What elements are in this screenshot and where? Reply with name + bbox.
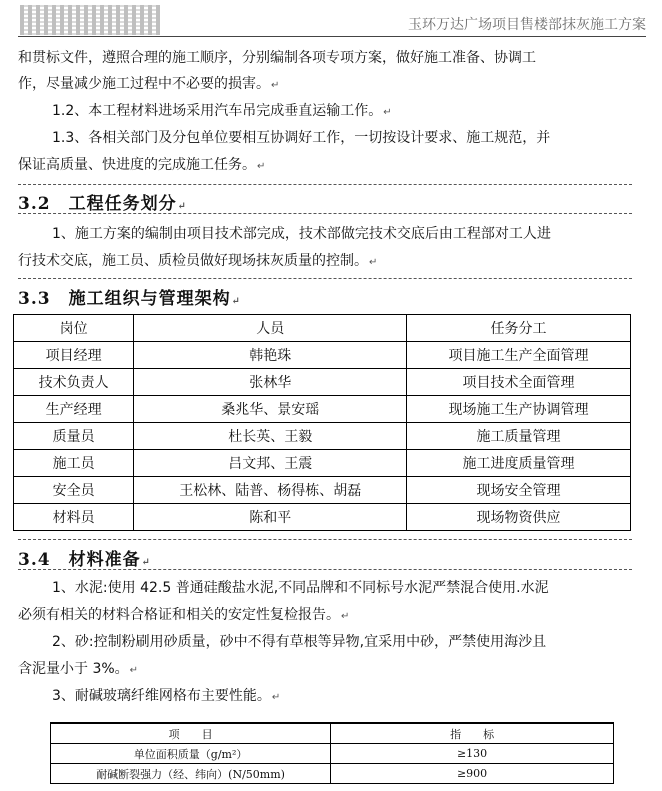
table-row: [14, 477, 631, 504]
section-divider: [18, 184, 632, 185]
section-3-2-heading: 3.2 工程任务划分↵: [18, 194, 187, 214]
cell-role: 材料员: [14, 504, 134, 531]
section-3-3-heading: 3.3 施工组织与管理架构↵: [18, 289, 241, 309]
cell-staff: 桑兆华、景安瑶: [134, 396, 407, 423]
table-row: [14, 504, 631, 531]
material-item-2-line-1: 2、砂:控制粉刷用砂质量，砂中不得有草根等异物,宜采用中砂，严禁使用海沙且: [52, 634, 547, 650]
section-divider: [18, 213, 632, 214]
cell-staff: 陈和平: [134, 504, 407, 531]
cell-duty: 施工进度质量管理: [407, 450, 631, 477]
header-rule: [18, 36, 646, 37]
header-cell-staff: 人员: [134, 315, 407, 342]
cell-duty: 现场施工生产协调管理: [407, 396, 631, 423]
header-cell-duty: 任务分工: [407, 315, 631, 342]
cell-role: 项目经理: [14, 342, 134, 369]
section-3-4-heading: 3.4 材料准备↵: [18, 550, 151, 570]
spec-value: ≥130: [331, 744, 614, 764]
spec-value: ≥900: [331, 764, 614, 784]
section-divider: [18, 569, 632, 570]
table-row: [14, 423, 631, 450]
spec-header-value: 指 标: [331, 723, 614, 744]
table-header-row: [14, 315, 631, 342]
material-item-1-line-2: 必须有相关的材料合格证和相关的安定性复检报告。↵: [18, 607, 350, 623]
cell-staff: 吕文邦、王震: [134, 450, 407, 477]
section-3-2-para-line-2: 行技术交底，施工员、质检员做好现场抹灰质量的控制。↵: [18, 253, 378, 269]
spec-item: 耐碱断裂强力（经、纬向）(N/50mm): [51, 764, 331, 784]
cell-staff: 杜长英、王毅: [134, 423, 407, 450]
header-logo-pattern: [20, 5, 160, 35]
mesh-spec-table: [50, 722, 614, 784]
intro-line-2: 作，尽量减少施工过程中不必要的损害。↵: [18, 76, 280, 92]
item-1-3-line-1: 1.3、各相关部门及分包单位要相互协调好工作，一切按设计要求、施工规范，并: [52, 130, 551, 146]
cell-staff: 王松林、陆普、杨得栋、胡磊: [134, 477, 407, 504]
section-3-2-para-line-1: 1、施工方案的编制由项目技术部完成，技术部做完技术交底后由工程部对工人进: [52, 226, 551, 242]
organization-table: [13, 314, 631, 531]
table-row: [14, 396, 631, 423]
cell-duty: 现场物资供应: [407, 504, 631, 531]
spec-header-row: [51, 723, 614, 744]
cell-role: 安全员: [14, 477, 134, 504]
material-item-2-line-2: 含泥量小于 3%。↵: [18, 661, 139, 677]
cell-staff: 张林华: [134, 369, 407, 396]
cell-role: 技术负责人: [14, 369, 134, 396]
intro-line-1: 和贯标文件，遵照合理的施工顺序，分别编制各项专项方案，做好施工准备、协调工: [18, 50, 536, 66]
table-row: [14, 342, 631, 369]
material-item-1-line-1: 1、水泥:使用 42.5 普通硅酸盐水泥,不同品牌和不同标号水泥严禁混合使用.水泥: [52, 580, 549, 596]
table-row: [14, 450, 631, 477]
cell-duty: 项目施工生产全面管理: [407, 342, 631, 369]
cell-role: 生产经理: [14, 396, 134, 423]
cell-duty: 现场安全管理: [407, 477, 631, 504]
table-row: [14, 369, 631, 396]
section-divider: [18, 278, 632, 279]
material-item-3: 3、耐碱玻璃纤维网格布主要性能。↵: [52, 688, 281, 704]
cell-role: 施工员: [14, 450, 134, 477]
spec-row: [51, 764, 614, 784]
item-1-2: 1.2、本工程材料进场采用汽车吊完成垂直运输工作。↵: [52, 103, 392, 119]
spec-item: 单位面积质量（g/m²）: [51, 744, 331, 764]
header-cell-role: 岗位: [14, 315, 134, 342]
item-1-3-line-2: 保证高质量、快进度的完成施工任务。↵: [18, 157, 266, 173]
cell-duty: 项目技术全面管理: [407, 369, 631, 396]
cell-duty: 施工质量管理: [407, 423, 631, 450]
cell-role: 质量员: [14, 423, 134, 450]
spec-header-item: 项 目: [51, 723, 331, 744]
spec-row: [51, 744, 614, 764]
header-title: 玉环万达广场项目售楼部抹灰施工方案: [408, 17, 646, 33]
section-divider: [18, 539, 632, 540]
cell-staff: 韩艳珠: [134, 342, 407, 369]
